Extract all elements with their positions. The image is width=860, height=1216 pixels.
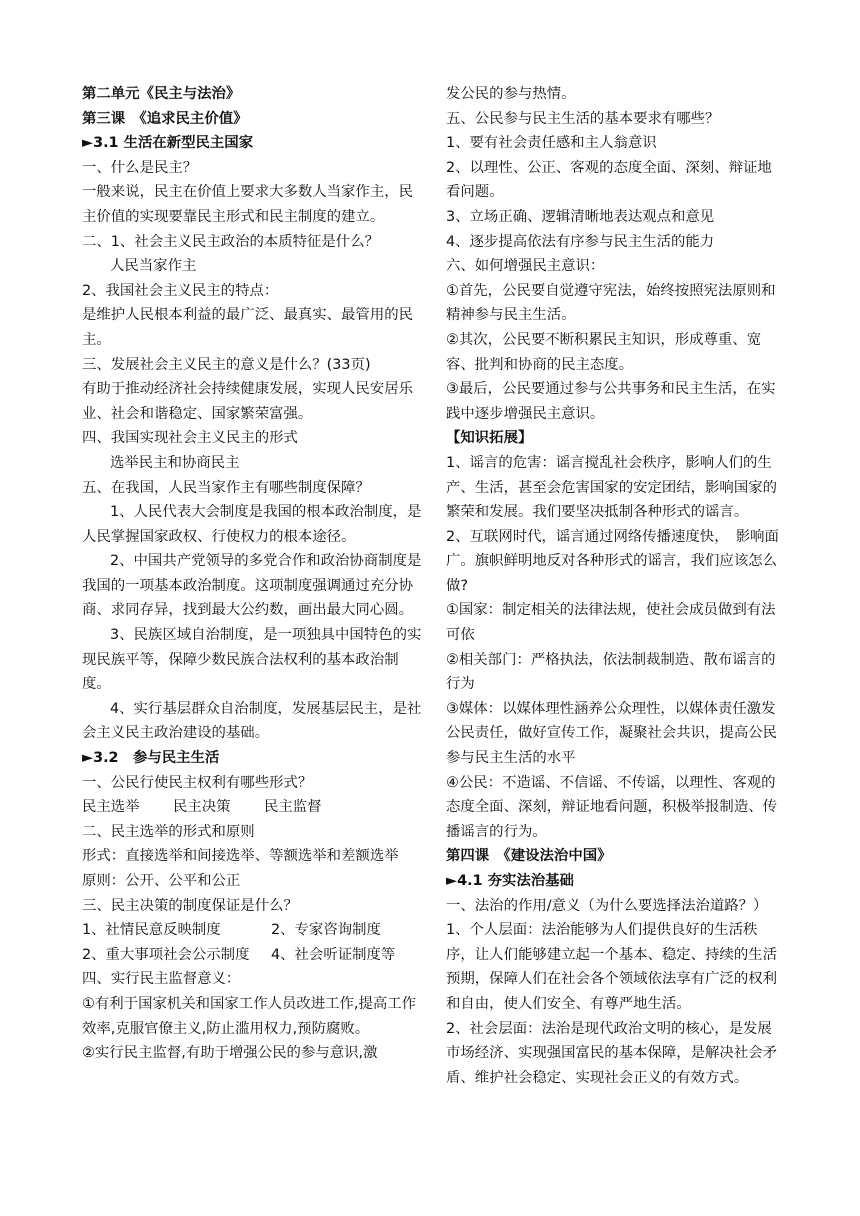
requirement-1: 1、要有社会责任感和主人翁意识 [446, 135, 657, 152]
form-supervision: 民主监督 [264, 799, 322, 816]
form-decision: 民主决策 [173, 799, 231, 816]
answer-3: 有助于推动经济社会持续健康发展，实现人民安居乐业、社会和谐稳定、国家繁荣富强。 [82, 381, 413, 422]
decision-system-3: 2、重大事项社会公示制度 [82, 946, 250, 963]
awareness-1: ①首先，公民要自觉遵守宪法，始终按照宪法原则和精神参与民主生活。 [446, 282, 776, 324]
participation-question-2: 二、民主选举的形式和原则 [82, 823, 255, 840]
awareness-2: ②其次，公民要不断积累民主知识，形成尊重、宽容、批判和协商的民主态度。 [446, 331, 762, 373]
participation-question-4: 四、实行民主监督意义： [82, 971, 241, 988]
question-2b: 2、我国社会主义民主的特点： [82, 282, 279, 299]
extension-1: 1、谣言的危害：谣言搅乱社会秩序，影响人们的生产、生活，甚至会危害国家的安定团结，影响国家的繁荣和发展。我们要坚决抵制各种形式的谣言。 [446, 454, 777, 521]
answer-5-3: 3、民族区域自治制度，是一项独具中国特色的实现民族平等，保障少数民族合法权利的基本政治制度。 [82, 627, 422, 693]
left-column [82, 82, 424, 1066]
knowledge-extension-title: 【知识拓展】 [446, 430, 533, 447]
answer-5-2: 2、中国共产党领导的多党合作和政治协商制度是我国的一项基本政治制度。这项制度强调通过充分协商、求同存异，找到最大公约数，画出最大同心圆。 [82, 553, 422, 619]
decision-system-1: 1、社情民意反映制度 [82, 922, 221, 939]
election-principles: 原则：公开、公平和公正 [82, 873, 241, 889]
section-4-1-title: ►4.1 夯实法治基础 [446, 873, 574, 889]
rule-of-law-question: 一、法治的作用/意义（为什么要选择法治道路？） [446, 897, 768, 914]
supervision-meaning-2: ②实行民主监督,有助于增强公民的参与意识,激 [82, 1045, 378, 1062]
extension-2-media: ③媒体：以媒体理性涵养公众理性，以媒体责任激发公民责任，做好宣传工作，凝聚社会共识，提高公民参与民主生活的水平 [446, 700, 777, 767]
lesson3-title: 第三课 《追求民主价值》 [82, 110, 248, 127]
section-3-2-title: ►3.2 参与民主生活 [82, 750, 220, 767]
requirement-4: 4、逐步提高依法有序参与民主生活的能力 [446, 233, 715, 250]
extension-2-citizens: ④公民：不造谣、不信谣、不传谣，以理性、客观的态度全面、深刻，辩证地看问题，积极举报制造、传播谣言的行为。 [446, 774, 777, 840]
answer-1: 一般来说，民主在价值上要求大多数人当家作主，民主价值的实现要靠民主形式和民主制度的建立。 [82, 184, 413, 225]
question-requirements: 五、公民参与民主生活的基本要求有哪些？ [446, 110, 720, 127]
requirement-3: 3、立场正确、逻辑清晰地表达观点和意见 [446, 208, 715, 225]
question-1: 一、什么是民主？ [82, 159, 198, 176]
right-column [446, 82, 782, 1090]
democratic-rights-forms [82, 795, 424, 820]
form-election: 民主选举 [82, 799, 140, 816]
decision-systems-row-2 [82, 943, 424, 968]
unit-title: 第二单元《民主与法治》 [82, 86, 241, 102]
question-3: 三、发展社会主义民主的意义是什么？(33页) [82, 356, 371, 373]
answer-4: 选举民主和协商民主 [110, 454, 240, 471]
decision-system-4: 4、社会听证制度等 [271, 946, 396, 963]
election-forms: 形式：直接选举和间接选举、等额选举和差额选举 [82, 848, 399, 865]
rule-of-law-personal: 1、个人层面：法治能够为人们提供良好的生活秩序，让人们能够建立起一个基本、稳定、持续的生活预期，保障人们在社会各个领域依法享有广泛的权利和自由，使人们安全、有尊严地生活。 [446, 922, 777, 1012]
requirement-2: 2、以理性、公正、客观的态度全面、深刻、辩证地看问题。 [446, 159, 772, 201]
decision-systems-row-1 [82, 918, 424, 943]
lesson4-title: 第四课 《建设法治中国》 [446, 848, 612, 865]
question-4: 四、我国实现社会主义民主的形式 [82, 430, 298, 447]
question-2: 二、1、社会主义民主政治的本质特征是什么？ [82, 233, 379, 250]
extension-2-country: ①国家：制定相关的法律法规，使社会成员做到有法可依 [446, 602, 776, 644]
answer-5-4: 4、实行基层群众自治制度，发展基层民主，是社会主义民主政治建设的基础。 [82, 700, 422, 742]
extension-2: 2、互联网时代，谣言通过网络传播速度快， 影响面广。旗帜鲜明地反对各种形式的谣言，我们应该怎么做? [446, 528, 779, 594]
question-5: 五、在我国，人民当家作主有哪些制度保障？ [82, 479, 370, 496]
extension-2-departments: ②相关部门：严格执法，依法制裁制造、散布谣言的行为 [446, 651, 776, 693]
rule-of-law-social: 2、社会层面：法治是现代政治文明的核心，是发展市场经济、实现强国富民的基本保障，是解决社会矛盾、维护社会稳定、实现社会正义的有效方式。 [446, 1020, 777, 1086]
answer-2: 人民当家作主 [110, 258, 197, 275]
continuation-text: 发公民的参与热情。 [446, 86, 576, 102]
section-3-1-title: ►3.1 生活在新型民主国家 [82, 135, 254, 152]
decision-system-2: 2、专家咨询制度 [271, 922, 381, 939]
participation-question-3: 三、民主决策的制度保证是什么？ [82, 897, 298, 914]
answer-2b: 是维护人民根本利益的最广泛、最真实、最管用的民主。 [82, 307, 413, 348]
supervision-meaning-1: ①有利于国家机关和国家工作人员改进工作,提高工作效率,克服官僚主义,防止滥用权力,预防腐败。 [82, 995, 417, 1037]
participation-question-1: 一、公民行使民主权利有哪些形式？ [82, 774, 313, 791]
awareness-3: ③最后，公民要通过参与公共事务和民主生活，在实践中逐步增强民主意识。 [446, 381, 776, 422]
question-awareness: 六、如何增强民主意识： [446, 258, 605, 275]
answer-5-1: 1、人民代表大会制度是我国的根本政治制度，是人民掌握国家政权、行使权力的根本途径。 [82, 504, 422, 545]
